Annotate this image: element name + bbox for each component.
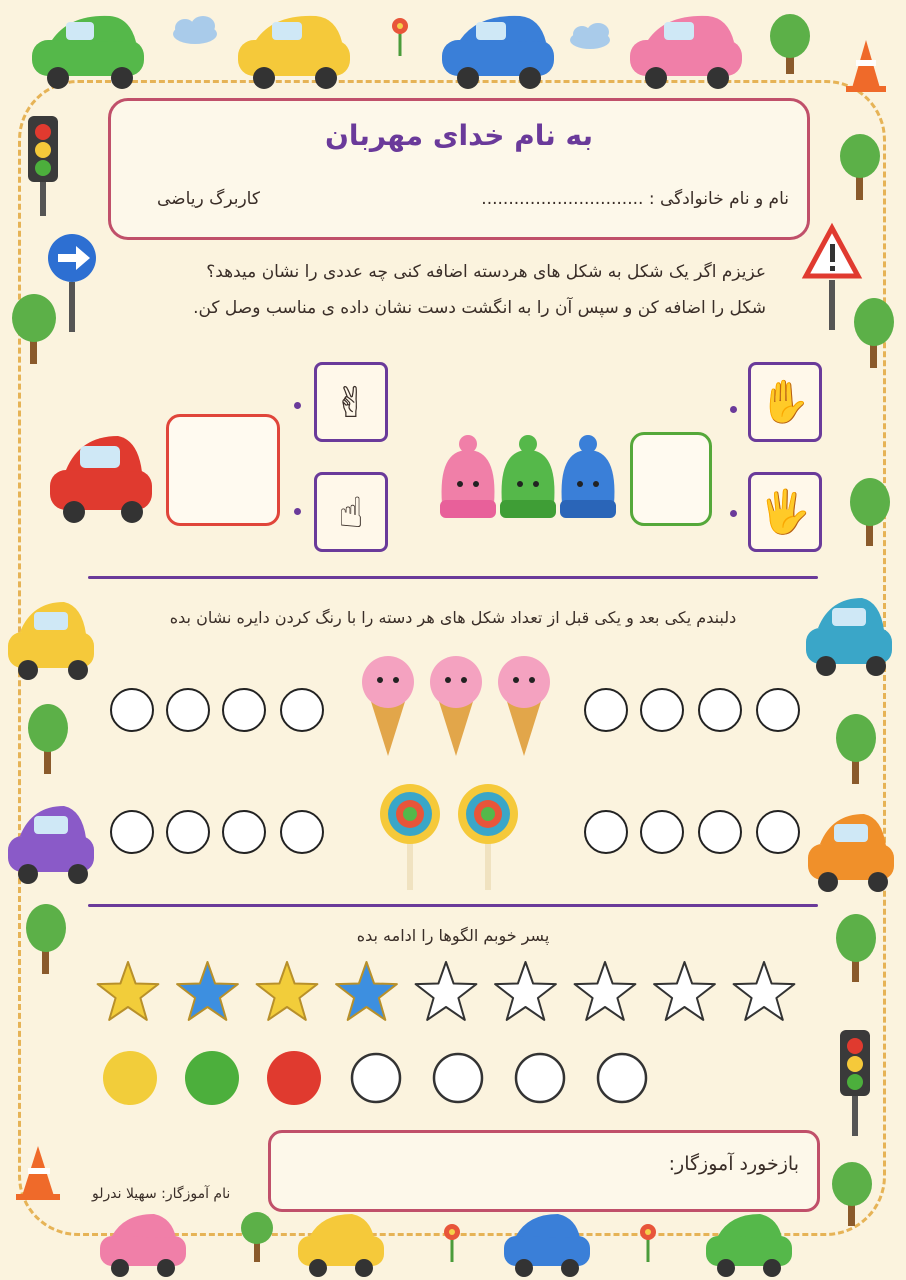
answer-box-left[interactable] bbox=[166, 414, 280, 526]
worksheet-kind: کاربرگ ریاضی bbox=[157, 189, 260, 209]
car-yellow-icon bbox=[298, 1214, 384, 1277]
answer-circle[interactable] bbox=[756, 688, 800, 732]
tree-icon bbox=[840, 134, 880, 200]
answer-circle[interactable] bbox=[584, 688, 628, 732]
answer-circle[interactable] bbox=[280, 688, 324, 732]
pattern-star-empty[interactable] bbox=[654, 962, 715, 1020]
pattern-circle-empty[interactable] bbox=[352, 1054, 400, 1102]
pattern-star-empty[interactable] bbox=[575, 962, 636, 1020]
answer-circle[interactable] bbox=[698, 810, 742, 854]
tree-icon bbox=[241, 1212, 273, 1262]
traffic-light-icon bbox=[840, 1030, 870, 1136]
section2-instruction: دلبندم یکی بعد و یکی قبل از تعداد شکل های هر دسته را با رنگ کردن دایره نشان بده bbox=[169, 608, 737, 627]
answer-box-right[interactable] bbox=[630, 432, 712, 526]
flower-icon bbox=[640, 1224, 656, 1262]
ice-cream-icon bbox=[498, 656, 550, 756]
hand-five-fingers-box[interactable] bbox=[748, 362, 822, 442]
pattern-star-empty[interactable] bbox=[416, 962, 477, 1020]
lollipop-icon bbox=[458, 784, 518, 890]
cloud-icon bbox=[570, 23, 610, 49]
circle-pattern-row bbox=[100, 1050, 660, 1110]
answer-circle[interactable] bbox=[166, 810, 210, 854]
answer-circle[interactable] bbox=[222, 810, 266, 854]
section1-instruction-line2: شکل را اضافه کن و سپس آن را به انگشت دست نشان داده ی مناسب وصل کن. bbox=[193, 298, 766, 318]
hand-two-fingers-icon: ✌ bbox=[333, 377, 369, 427]
page-title: به نام خدای مهربان bbox=[324, 119, 594, 152]
pattern-star-empty[interactable] bbox=[734, 962, 795, 1020]
tree-icon bbox=[28, 704, 68, 774]
answer-circle[interactable] bbox=[166, 688, 210, 732]
name-field-label[interactable]: نام و نام خانوادگی : .............................. bbox=[481, 189, 789, 209]
answer-circle[interactable] bbox=[698, 688, 742, 732]
answer-circle[interactable] bbox=[756, 810, 800, 854]
car-purple-icon bbox=[8, 806, 94, 884]
feedback-label: بازخورد آموزگار: bbox=[668, 1153, 799, 1175]
ice-cream-icon bbox=[362, 656, 414, 756]
flower-icon bbox=[444, 1224, 460, 1262]
hand-two-fingers-box[interactable] bbox=[314, 362, 388, 442]
flower-icon bbox=[392, 18, 408, 56]
left-side-decorations bbox=[0, 0, 110, 1280]
warning-sign-icon bbox=[806, 228, 858, 330]
connect-dot[interactable] bbox=[294, 508, 301, 515]
beanie-blue-icon bbox=[560, 435, 616, 518]
car-pink-icon bbox=[100, 1214, 186, 1277]
pattern-circle-colored bbox=[103, 1051, 157, 1105]
pattern-circle-colored bbox=[267, 1051, 321, 1105]
traffic-cone-icon bbox=[16, 1146, 60, 1200]
tree-icon bbox=[836, 914, 876, 982]
traffic-light-icon bbox=[28, 116, 58, 216]
pattern-star-colored bbox=[336, 962, 397, 1020]
hand-four-fingers-icon: 🖐 bbox=[758, 487, 812, 536]
answer-circle[interactable] bbox=[640, 688, 684, 732]
answer-circle[interactable] bbox=[280, 810, 324, 854]
pattern-star-colored bbox=[177, 962, 238, 1020]
hand-five-fingers-icon: ✋ bbox=[758, 377, 812, 426]
connect-dot[interactable] bbox=[730, 510, 737, 517]
tree-icon bbox=[850, 478, 890, 546]
connect-dot[interactable] bbox=[730, 406, 737, 413]
pattern-circle-empty[interactable] bbox=[434, 1054, 482, 1102]
tree-icon bbox=[12, 294, 56, 364]
car-orange-icon bbox=[808, 814, 894, 892]
answer-circle[interactable] bbox=[110, 688, 154, 732]
section-divider bbox=[88, 576, 818, 579]
answer-circle[interactable] bbox=[110, 810, 154, 854]
answer-circle[interactable] bbox=[584, 810, 628, 854]
header-box bbox=[108, 98, 810, 240]
pattern-star-colored bbox=[98, 962, 159, 1020]
ice-cream-icon bbox=[430, 656, 482, 756]
lollipop-icon bbox=[380, 784, 440, 890]
cloud-icon bbox=[173, 16, 217, 44]
car-yellow-icon bbox=[238, 16, 350, 89]
tree-icon bbox=[836, 714, 876, 784]
section3-instruction: پسر خوبم الگوها را ادامه بده bbox=[356, 926, 550, 945]
connect-dot[interactable] bbox=[294, 402, 301, 409]
answer-circle[interactable] bbox=[222, 688, 266, 732]
pattern-star-empty[interactable] bbox=[495, 962, 556, 1020]
beanie-pink-icon bbox=[440, 435, 496, 518]
ice-cream-group bbox=[352, 652, 562, 762]
top-car-border bbox=[0, 0, 906, 90]
car-blue-icon bbox=[442, 16, 554, 89]
tree-icon bbox=[854, 298, 894, 368]
hand-one-finger-icon: ☝ bbox=[338, 487, 364, 537]
teacher-name: نام آموزگار: سهیلا ندرلو bbox=[92, 1186, 231, 1202]
pattern-circle-empty[interactable] bbox=[598, 1054, 646, 1102]
pattern-star-colored bbox=[257, 962, 318, 1020]
hand-four-fingers-box[interactable] bbox=[748, 472, 822, 552]
beanie-green-icon bbox=[500, 435, 556, 518]
car-blue-icon bbox=[504, 1214, 590, 1277]
car-green-icon bbox=[706, 1214, 792, 1277]
star-pattern-row bbox=[94, 958, 814, 1028]
section1-instruction-line1: عزیزم اگر یک شکل به شکل های هردسته اضافه کنی چه عددی را نشان میدهد؟ bbox=[206, 262, 766, 282]
pattern-circle-colored bbox=[185, 1051, 239, 1105]
beanies-group bbox=[438, 434, 618, 524]
hand-one-finger-box[interactable] bbox=[314, 472, 388, 552]
car-pink-icon bbox=[630, 16, 742, 89]
pattern-circle-empty[interactable] bbox=[516, 1054, 564, 1102]
teacher-feedback-box[interactable] bbox=[268, 1130, 820, 1212]
lollipop-group bbox=[366, 778, 526, 894]
section-divider bbox=[88, 904, 818, 907]
bottom-car-border bbox=[0, 1210, 906, 1280]
answer-circle[interactable] bbox=[640, 810, 684, 854]
